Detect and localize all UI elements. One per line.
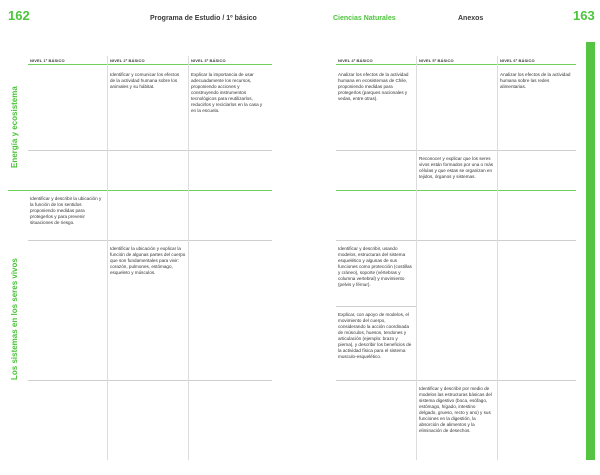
objective-n5-digestivo: Identificar y describir por medio de modelos las estructuras básicas del sistema digestivo (boca, esófago, estómago, hígado, intestino delgado, grueso, recto y ano) y sus funciones en la digestión, la absorción de alimentos y la eliminación de desechos. <box>419 386 492 433</box>
objective-n4-esqueleto: Identificar y describir, usando modelos, estructuras del sistema esquelético y algunas de sus funciones como protección (costillas y cráneo), soporte (vértebras y columna vertebral) y movimiento (pelvis y fémur). <box>338 246 412 287</box>
row-rule <box>336 150 576 151</box>
page-number-left: 162 <box>8 8 30 23</box>
column-header-nivel-4: NIVEL 4º BÁSICO <box>338 58 373 63</box>
chapter-tab-bar <box>586 42 595 460</box>
row-rule <box>336 306 417 307</box>
column-header-nivel-2: NIVEL 2º BÁSICO <box>110 58 145 63</box>
column-rule <box>107 56 108 460</box>
row-rule <box>336 380 576 381</box>
row-rule <box>336 240 576 241</box>
row-rule <box>28 240 272 241</box>
row-rule <box>28 150 272 151</box>
objective-n6-energia: Analizar los efectos de la actividad humana sobre las redes alimentarias. <box>500 72 571 89</box>
column-header-nivel-1: NIVEL 1º BÁSICO <box>30 58 65 63</box>
section-rule-left <box>8 190 272 191</box>
page-number-right: 163 <box>573 8 595 23</box>
objective-n3-energia: Explicar la importancia de usar adecuadamente los recursos, proponiendo acciones y construyendo instrumentos tecnológicos para reutilizarlos, reducirlos y reciclarlos en la casa y en la escuela. <box>191 72 263 113</box>
column-rule <box>188 56 189 460</box>
objective-n2-energia: Identificar y comunicar los efectos de la actividad humana sobre los animales y su hábitat. <box>110 72 180 89</box>
section-label-energia: Energía y ecosistema <box>10 86 19 168</box>
column-header-nivel-5: NIVEL 5º BÁSICO <box>419 58 454 63</box>
objective-n1-sentidos: Identificar y describir la ubicación y la función de los sentidos proponiendo medidas para protegerlos y para prevenir situaciones de riesgo. <box>30 196 102 225</box>
objective-n4-movimiento: Explicar, con apoyo de modelos, el movimiento del cuerpo, considerando la acción coordinada de músculos, huesos, tendones y articulación (ejemplo: brazo y pierna), y describir los beneficios de la actividad física para el sistema musculo-esquelético. <box>338 312 412 359</box>
column-header-nivel-6: NIVEL 6º BÁSICO <box>500 58 535 63</box>
header-rule-right <box>336 64 576 65</box>
header-rule-left <box>28 64 272 65</box>
column-header-nivel-3: NIVEL 3º BÁSICO <box>191 58 226 63</box>
objective-n2-cuerpo: Identificar la ubicación y explicar la función de algunas partes del cuerpo que son fundamentales para vivir: corazón, pulmones, estómago, esqueleto y músculos. <box>110 246 186 275</box>
running-title-left: Programa de Estudio / 1º básico <box>150 15 257 22</box>
objective-n5-celulas: Reconocer y explicar que los seres vivos están formados por una o más células y que estas se organizan en tejidos, órganos y sistemas. <box>419 156 494 179</box>
running-title-subject: Ciencias Naturales <box>333 15 396 22</box>
row-rule <box>28 380 272 381</box>
objective-n4-energia: Analizar los efectos de la actividad humana en ecosistemas de Chile, proponiendo medidas para protegerlos (parques nacionales y vedas, entre otras). <box>338 72 409 101</box>
running-title-section: Anexos <box>458 15 484 22</box>
section-label-sistemas: Los sistemas en los seres vivos <box>10 258 19 380</box>
section-rule-right <box>336 190 576 191</box>
column-rule <box>416 56 417 460</box>
column-rule <box>497 56 498 460</box>
